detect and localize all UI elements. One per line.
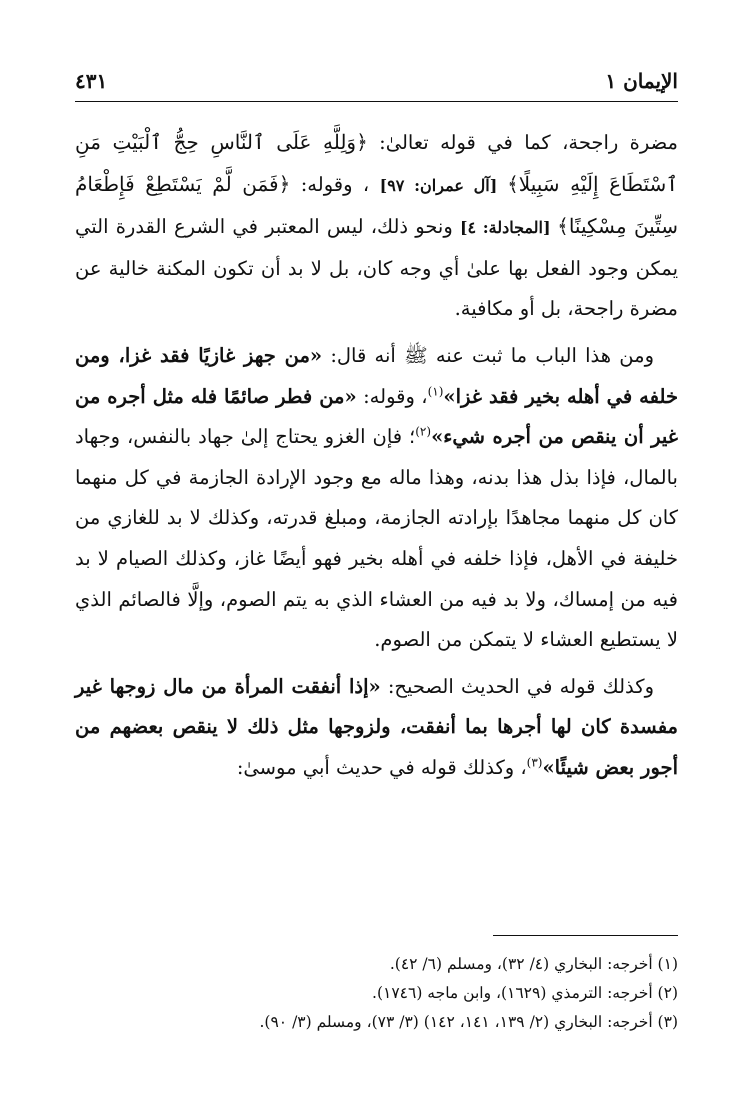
hadith-quote-2: «من فطر صائمًا فله مثل أجره من غير أن ينقص من أجره شيء»	[75, 384, 678, 449]
footnote-2: (٢) أخرجه: الترمذي (١٦٢٩)، وابن ماجه (١٧٤٦).	[372, 984, 678, 1002]
hadith-quote-1: «من جهز غازيًا فقد غزا، ومن خلفه في أهله بخير فقد غزا»	[75, 343, 679, 408]
verse-reference-2: [المجادلة: ٤]	[459, 218, 558, 238]
footnote-1: (١) أخرجه: البخاري (٤/ ٣٢)، ومسلم (٦/ ٤٢).	[389, 955, 678, 973]
paragraph-3	[75, 667, 678, 789]
p1-text-2: ، وقوله:	[290, 172, 380, 196]
p3-text-1: وكذلك قوله في الحديث الصحيح:	[380, 674, 654, 698]
p2-text-2: ، وقوله:	[356, 384, 428, 408]
footnote-divider	[493, 935, 678, 936]
footnote-marker-3[interactable]: (٣)	[526, 755, 543, 770]
footnote-marker-2[interactable]: (٢)	[415, 424, 432, 439]
running-header	[75, 66, 678, 96]
quran-verse-1: ﴿وَلِلَّهِ عَلَى ٱلنَّاسِ حِجُّ ٱلْبَيْتِ مَنِ ٱسْتَطَاعَ إِلَيْهِ سَبِيلًا﴾	[75, 130, 679, 196]
paragraph-2	[75, 336, 678, 661]
p2-text-3: ؛ فإن الغزو يحتاج إلىٰ جهاد بالنفس، وجهاد بالمال، فإذا بذل هذا بدنه، وهذا ماله مع وجود الإرادة الجازمة في كل منهما كان كل منهما مجاهدًا بإرادته الجازمة، ومبلغ قدرته، وكذلك لا بد للغازي من خليفة في الأهل، فإذا خلفه في أهله بخير فهو أيضًا غاز، وكذلك الصيام لا بد فيه من إمساك، ولا بد فيه من العشاء الذي به يتم الصوم، وإلَّا فالصائم الذي لا يستطيع العشاء لا يتمكن من الصوم.	[75, 425, 678, 652]
header-title: الإيمان ١	[605, 69, 678, 93]
p1-text-1: مضرة راجحة، كما في قوله تعالىٰ:	[367, 131, 678, 154]
p1-text-3: ونحو ذلك، ليس المعتبر في الشرع القدرة التي يمكن وجود الفعل بها علىٰ أي وجه كان، بل لا بد أن تكون المكنة خالية عن مضرة راجحة، بل أو مكافية.	[75, 215, 678, 321]
header-divider	[75, 101, 678, 102]
page-number: ٤٣١	[75, 69, 108, 93]
footnotes	[75, 950, 678, 1037]
verse-reference-1: [آل عمران: ٩٧]	[379, 175, 508, 195]
main-text	[75, 122, 678, 795]
hadith-quote-3: «إذا أنفقت المرأة من مال زوجها غير مفسدة كان لها أجرها بما أنفقت، ولزوجها مثل ذلك لا ينقص بعضهم من أجور بعض شيئًا»	[75, 674, 678, 779]
p2-text-1: ومن هذا الباب ما ثبت عنه ﷺ أنه قال:	[322, 343, 654, 367]
p3-text-2: ، وكذلك قوله في حديث أبي موسىٰ:	[236, 755, 527, 779]
footnote-marker-1[interactable]: (١)	[427, 384, 444, 399]
book-page	[75, 0, 678, 1107]
quran-verse-2: ﴿فَمَن لَّمْ يَسْتَطِعْ فَإِطْعَامُ سِتِّينَ مِسْكِينًا﴾	[75, 171, 678, 239]
paragraph-1	[75, 122, 678, 330]
footnote-3: (٣) أخرجه: البخاري (٢/ ١٣٩، ١٤١، ١٤٢) (٣/ ٧٣)، ومسلم (٣/ ٩٠).	[259, 1013, 678, 1031]
